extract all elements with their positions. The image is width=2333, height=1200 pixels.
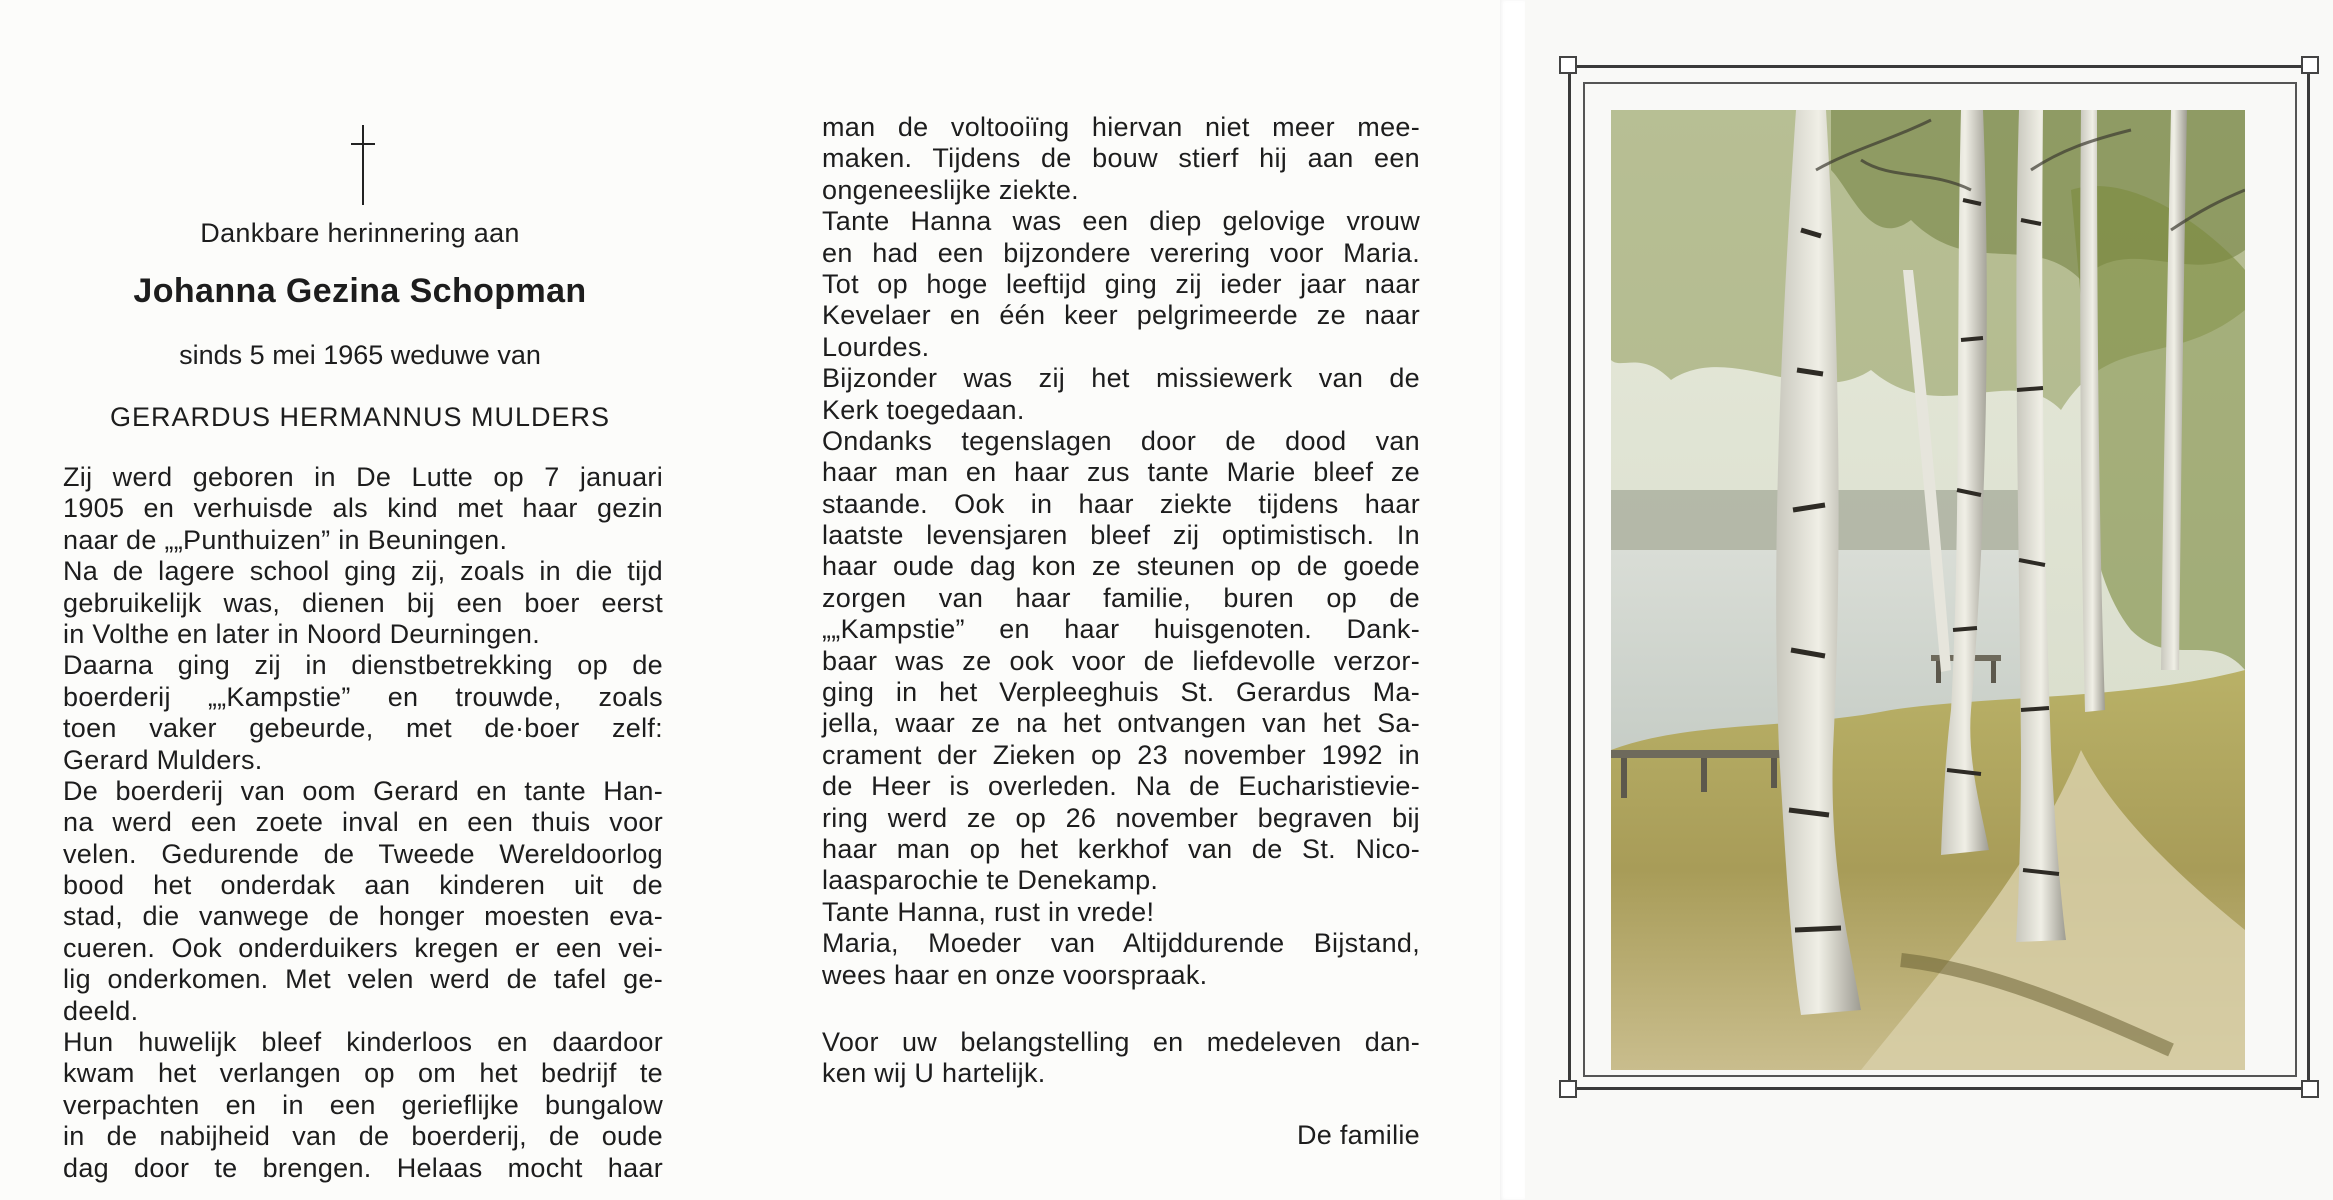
text-line: jella, waar ze na het ontvangen van het Sa- — [822, 708, 1420, 739]
text-line: Gerard Mulders. — [63, 744, 263, 775]
text-line: Tante Hanna, rust in vrede! — [822, 896, 1155, 927]
text-line: „„Kampstie” en haar huisgenoten. Dank- — [822, 614, 1420, 645]
text-line: man de voltooiïng hiervan niet meer mee- — [822, 112, 1420, 142]
widow-line: sinds 5 mei 1965 weduwe van — [179, 340, 541, 370]
text-line: deeld. — [63, 995, 139, 1026]
text-line: gebruikelijk was, dienen bij een boer eerst — [63, 587, 663, 618]
text-line: ken wij U hartelijk. — [822, 1058, 1046, 1089]
text-line: velen. Gedurende de Tweede Wereldoorlog — [63, 838, 663, 869]
text-line: Daarna ging zij in dienstbetrekking op de — [63, 650, 663, 681]
text-line: ring werd ze op 26 november begraven bij — [822, 802, 1420, 833]
text-line: in de nabijheid van de boerderij, de oude — [63, 1121, 663, 1152]
text-line: na werd een zoete inval en een thuis voor — [63, 807, 663, 838]
text-line: Kerk toegedaan. — [822, 394, 1025, 425]
text-line: staande. Ook in haar ziekte tijdens haar — [822, 488, 1420, 519]
text-line: en had een bijzondere verering voor Maria. — [822, 237, 1420, 268]
text-line: baar was ze ook voor de liefdevolle verzor- — [822, 645, 1420, 676]
text-line: in Volthe en later in Noord Deurningen. — [63, 618, 541, 649]
text-line: bood het onderdak aan kinderen uit de — [63, 870, 663, 901]
text-line: dag door te brengen. Helaas mocht haar — [63, 1152, 663, 1183]
text-line: Tot op hoge leeftijd ging zij ieder jaar naar — [822, 268, 1420, 299]
text-line: de Heer is overleden. Na de Eucharistievie- — [822, 771, 1420, 802]
text-line: haar man op het kerkhof van de St. Nico- — [822, 833, 1420, 864]
biography-text-left — [63, 462, 663, 1184]
closing-text — [822, 1027, 1420, 1090]
text-line: De boerderij van oom Gerard en tante Han- — [63, 775, 663, 806]
text-line: ongeneeslijke ziekte. — [822, 174, 1079, 205]
text-line: boerderij „„Kampstie” en trouwde, zoals — [63, 681, 663, 712]
text-line: stad, die vanwege de honger moesten eva- — [63, 901, 663, 932]
biography-text-middle — [822, 112, 1420, 991]
frame-corner — [1559, 1080, 1577, 1098]
deceased-name: Johanna Gezina Schopman — [133, 272, 587, 310]
text-line: Kevelaer en één keer pelgrimeerde ze naar — [822, 300, 1420, 331]
husband-name: GERARDUS HERMANNUS MULDERS — [109, 402, 611, 432]
card-middle-panel — [780, 0, 1500, 1200]
text-line: Tante Hanna was een diep gelovige vrouw — [822, 206, 1420, 237]
text-line: lig onderkomen. Met velen werd de tafel ge- — [63, 964, 663, 995]
text-line: cueren. Ook onderduikers kregen er een vei- — [63, 932, 663, 963]
intro-text: Dankbare herinnering aan — [200, 218, 520, 248]
card-fold — [1500, 0, 1525, 1200]
text-line: maken. Tijdens de bouw stierf hij aan een — [822, 143, 1420, 174]
text-line: zorgen van haar familie, buren op de — [822, 582, 1420, 613]
text-line: Na de lagere school ging zij, zoals in die tijd — [63, 556, 663, 587]
text-line: ging in het Verpleeghuis St. Gerardus Ma- — [822, 677, 1420, 708]
text-line: Voor uw belangstelling en medeleven dan- — [822, 1027, 1420, 1057]
text-line: naar de „„Punthuizen” in Beuningen. — [63, 524, 508, 555]
cross-icon — [362, 125, 364, 205]
text-line: haar oude dag kon ze steunen op de goede — [822, 551, 1420, 582]
text-line: laatste levensjaren bleef zij optimistisch. In — [822, 520, 1420, 551]
frame-corner — [2301, 1080, 2319, 1098]
frame-corner — [2301, 56, 2319, 74]
text-line: Lourdes. — [822, 331, 930, 362]
text-line: crament der Zieken op 23 november 1992 in — [822, 739, 1420, 770]
text-line: Ondanks tegenslagen door de dood van — [822, 425, 1420, 456]
frame-corner — [1559, 56, 1577, 74]
text-line: kwam het verlangen op om het bedrijf te — [63, 1058, 663, 1089]
birch-lake-photo — [1611, 110, 2245, 1070]
text-line: Bijzonder was zij het missiewerk van de — [822, 363, 1420, 394]
card-left-panel — [0, 0, 780, 1200]
text-line: verpachten en in een gerieflijke bungalow — [63, 1089, 663, 1120]
text-line: Hun huwelijk bleef kinderloos en daardoor — [63, 1027, 663, 1058]
text-line: laasparochie te Denekamp. — [822, 865, 1159, 896]
signature: De familie — [1296, 1120, 1420, 1150]
text-line: wees haar en onze voorspraak. — [822, 959, 1208, 990]
text-line: Zij werd geboren in De Lutte op 7 januari — [63, 462, 663, 492]
text-line: toen vaker gebeurde, met de·boer zelf: — [63, 713, 663, 744]
text-line: 1905 en verhuisde als kind met haar gezin — [63, 493, 663, 524]
card-photo-panel — [1525, 0, 2333, 1200]
text-line: haar man en haar zus tante Marie bleef ze — [822, 457, 1420, 488]
text-line: Maria, Moeder van Altijddurende Bijstand, — [822, 928, 1420, 959]
